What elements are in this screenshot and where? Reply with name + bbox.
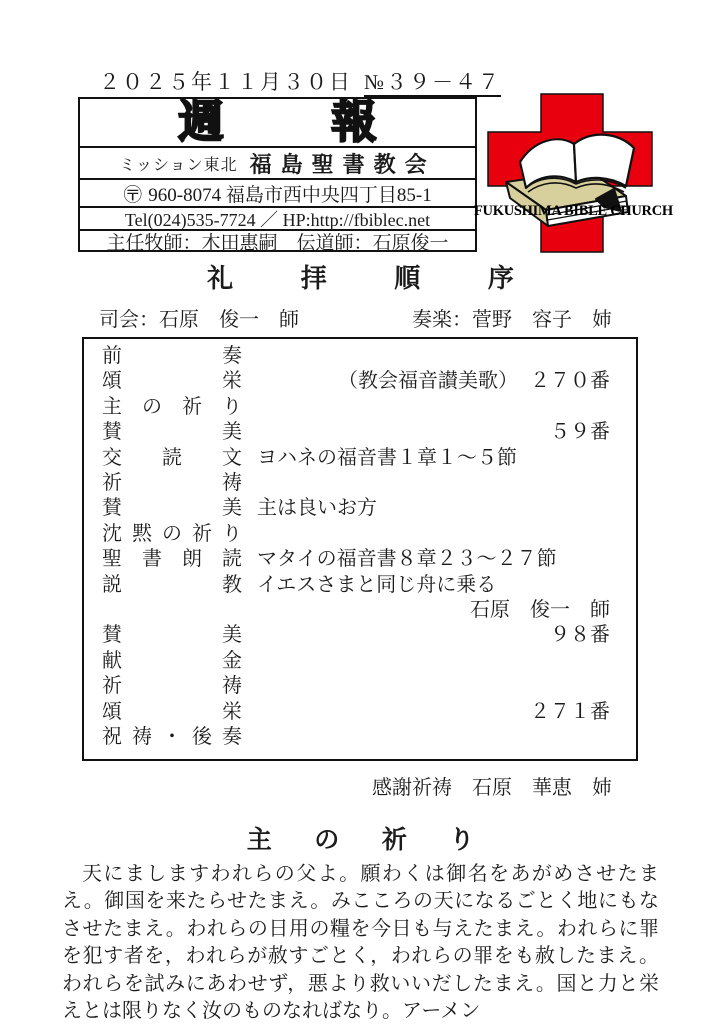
service-item-preacher — [102, 598, 610, 623]
thanksgiving-prayer-line: 感謝祈祷 石原 華恵 姉 — [372, 776, 612, 799]
service-item-hymn-3: 賛 美 ９８番 — [102, 623, 610, 648]
staff-row — [80, 231, 475, 254]
date-line — [99, 66, 501, 96]
bulletin-title-char-1: 週 — [178, 97, 224, 147]
mission-name: ミッション東北 — [119, 156, 238, 174]
service-item-benediction-postlude: 祝祷・後奏 — [102, 726, 242, 749]
service-item-doxology-1: 頌 栄 （教会福音讃美歌） ２７０番 — [102, 369, 610, 394]
logo-caption: FUKUSHIMA BIBLE CHURCH — [474, 203, 673, 219]
service-item-prayer-1: 祈 祷 — [102, 472, 242, 495]
service-roles-row — [99, 303, 612, 332]
lords-prayer-text: 天にましますわれらの父よ。願わくは御名をあがめさせたまえ。御国を来たらせたまえ。みこころの天になるごとく地にもなさせたまえ。われらの日用の糧を今日も与えたまえ。われらに罪を犯す者を，われらが赦すごとく，われらの罪をも赦したまえ。われらを試みにあわせず，悪より救いいだしたまえ。国と力と栄えとは限りなく汝のものなればなり。アーメン — [62, 862, 659, 1022]
staff-text: 主任牧師：木田惠嗣 伝道師：石原俊一 — [106, 232, 449, 254]
service-item-prayer-2: 祈 祷 — [102, 675, 242, 698]
service-item-hymn-2: 賛 美 主は良いお方 — [102, 496, 610, 521]
scripture-reference: マタイの福音書８章２３～２７節 — [257, 548, 557, 571]
hymn-number: ２７１番 — [530, 700, 610, 723]
tel-hp-text: Tel(024)535-7724 ／ HP:http://fbiblec.net — [124, 209, 431, 230]
song-title: 主は良いお方 — [257, 497, 377, 520]
issue-date: ２０２５年１１月３０日 — [99, 70, 352, 94]
issue-number: №３９－４７ — [364, 70, 501, 97]
hymn-number: ９８番 — [550, 624, 610, 647]
moderator-name: 司会：石原 俊一 師 — [99, 309, 299, 331]
scripture-reference: ヨハネの福音書１章１～５節 — [257, 446, 517, 469]
hymnal-name: （教会福音讃美歌） — [338, 370, 518, 393]
masthead-box — [78, 97, 477, 252]
postal-mark-icon: 〶 — [123, 184, 143, 206]
hymn-number: ２７０番 — [530, 370, 610, 393]
service-item-sermon: 説 教 イエスさまと同じ舟に乗る — [102, 573, 610, 598]
service-item-hymn-1: 賛 美 ５９番 — [102, 420, 610, 445]
service-item-lords-prayer: 主 の 祈 り — [102, 395, 242, 418]
hymn-number: ５９番 — [550, 421, 610, 444]
service-item-scripture-reading: 聖 書 朗 読 マタイの福音書８章２３～２７節 — [102, 547, 610, 572]
bulletin-title-char-2: 報 — [331, 97, 377, 147]
church-address-row — [80, 180, 475, 208]
service-item-offering: 献 金 — [102, 649, 242, 672]
sermon-title: イエスさまと同じ舟に乗る — [257, 573, 497, 596]
preacher-name: 石原 俊一 師 — [470, 599, 610, 622]
service-order-heading: 礼拝順序 — [207, 264, 582, 293]
church-name: 福島聖書教会 — [249, 151, 436, 177]
service-order-box — [82, 337, 638, 761]
service-item-prelude: 前 奏 — [102, 345, 242, 367]
bulletin-title — [80, 99, 475, 148]
organist-name: 奏楽：菅野 容子 姉 — [412, 309, 612, 331]
cross-and-bible-icon — [474, 86, 673, 258]
church-name-row — [80, 148, 475, 180]
lords-prayer-heading: 主の祈り — [246, 826, 517, 854]
service-item-responsive-reading: 交 読 文 ヨハネの福音書１章１～５節 — [102, 446, 610, 471]
service-item-doxology-2: 頌 栄 ２７１番 — [102, 700, 610, 725]
service-item-silent-prayer: 沈黙の祈り — [102, 522, 242, 545]
church-address: 960-8074 福島市西中央四丁目85-1 — [148, 184, 432, 206]
church-logo — [474, 86, 673, 258]
